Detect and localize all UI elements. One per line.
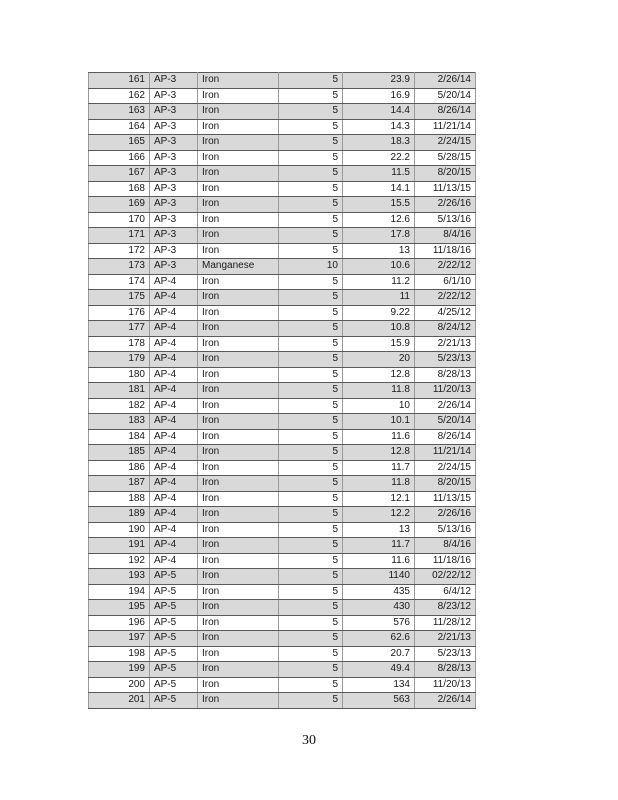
well-id-cell: AP-3 bbox=[150, 150, 198, 166]
well-id-cell: AP-3 bbox=[150, 73, 198, 89]
table-row bbox=[89, 584, 476, 600]
parameter-cell: Iron bbox=[198, 150, 279, 166]
table-row bbox=[89, 166, 476, 182]
limit-cell: 5 bbox=[279, 646, 343, 662]
well-id-cell: AP-4 bbox=[150, 460, 198, 476]
date-cell: 8/20/15 bbox=[415, 166, 476, 182]
parameter-cell: Iron bbox=[198, 352, 279, 368]
parameter-cell: Iron bbox=[198, 507, 279, 523]
row-number-cell: 193 bbox=[89, 569, 150, 585]
row-number-cell: 195 bbox=[89, 600, 150, 616]
table-row bbox=[89, 522, 476, 538]
limit-cell: 5 bbox=[279, 507, 343, 523]
result-cell: 12.8 bbox=[343, 367, 415, 383]
row-number-cell: 199 bbox=[89, 662, 150, 678]
well-id-cell: AP-3 bbox=[150, 88, 198, 104]
table-row bbox=[89, 119, 476, 135]
date-cell: 11/28/12 bbox=[415, 615, 476, 631]
well-id-cell: AP-3 bbox=[150, 119, 198, 135]
date-cell: 5/13/16 bbox=[415, 522, 476, 538]
table-row bbox=[89, 398, 476, 414]
result-cell: 1140 bbox=[343, 569, 415, 585]
limit-cell: 5 bbox=[279, 553, 343, 569]
table-row bbox=[89, 569, 476, 585]
limit-cell: 5 bbox=[279, 181, 343, 197]
date-cell: 5/20/14 bbox=[415, 414, 476, 430]
limit-cell: 5 bbox=[279, 135, 343, 151]
row-number-cell: 183 bbox=[89, 414, 150, 430]
result-cell: 10.8 bbox=[343, 321, 415, 337]
row-number-cell: 201 bbox=[89, 693, 150, 709]
parameter-cell: Iron bbox=[198, 569, 279, 585]
result-cell: 11.7 bbox=[343, 538, 415, 554]
parameter-cell: Iron bbox=[198, 538, 279, 554]
limit-cell: 5 bbox=[279, 73, 343, 89]
table-row bbox=[89, 243, 476, 259]
row-number-cell: 163 bbox=[89, 104, 150, 120]
row-number-cell: 175 bbox=[89, 290, 150, 306]
parameter-cell: Iron bbox=[198, 677, 279, 693]
table-row bbox=[89, 662, 476, 678]
result-cell: 12.2 bbox=[343, 507, 415, 523]
date-cell: 11/21/14 bbox=[415, 445, 476, 461]
well-id-cell: AP-3 bbox=[150, 181, 198, 197]
table-row bbox=[89, 228, 476, 244]
parameter-cell: Manganese bbox=[198, 259, 279, 275]
parameter-cell: Iron bbox=[198, 305, 279, 321]
limit-cell: 5 bbox=[279, 445, 343, 461]
table-row bbox=[89, 460, 476, 476]
table-row bbox=[89, 538, 476, 554]
result-cell: 11.6 bbox=[343, 429, 415, 445]
row-number-cell: 164 bbox=[89, 119, 150, 135]
table-row bbox=[89, 600, 476, 616]
date-cell: 2/26/14 bbox=[415, 398, 476, 414]
row-number-cell: 161 bbox=[89, 73, 150, 89]
date-cell: 11/18/16 bbox=[415, 243, 476, 259]
page-number: 30 bbox=[302, 733, 316, 748]
row-number-cell: 171 bbox=[89, 228, 150, 244]
date-cell: 8/20/15 bbox=[415, 476, 476, 492]
well-id-cell: AP-4 bbox=[150, 491, 198, 507]
limit-cell: 5 bbox=[279, 197, 343, 213]
well-id-cell: AP-4 bbox=[150, 398, 198, 414]
limit-cell: 5 bbox=[279, 600, 343, 616]
row-number-cell: 178 bbox=[89, 336, 150, 352]
date-cell: 2/26/14 bbox=[415, 73, 476, 89]
date-cell: 8/26/14 bbox=[415, 104, 476, 120]
result-cell: 13 bbox=[343, 243, 415, 259]
table-row bbox=[89, 631, 476, 647]
row-number-cell: 177 bbox=[89, 321, 150, 337]
date-cell: 6/1/10 bbox=[415, 274, 476, 290]
table-row bbox=[89, 646, 476, 662]
row-number-cell: 197 bbox=[89, 631, 150, 647]
limit-cell: 5 bbox=[279, 693, 343, 709]
well-id-cell: AP-4 bbox=[150, 445, 198, 461]
result-cell: 11 bbox=[343, 290, 415, 306]
row-number-cell: 179 bbox=[89, 352, 150, 368]
well-id-cell: AP-3 bbox=[150, 212, 198, 228]
result-cell: 22.2 bbox=[343, 150, 415, 166]
limit-cell: 5 bbox=[279, 274, 343, 290]
row-number-cell: 196 bbox=[89, 615, 150, 631]
well-id-cell: AP-4 bbox=[150, 538, 198, 554]
well-id-cell: AP-3 bbox=[150, 243, 198, 259]
result-cell: 12.6 bbox=[343, 212, 415, 228]
limit-cell: 5 bbox=[279, 104, 343, 120]
parameter-cell: Iron bbox=[198, 181, 279, 197]
parameter-cell: Iron bbox=[198, 414, 279, 430]
limit-cell: 5 bbox=[279, 522, 343, 538]
parameter-cell: Iron bbox=[198, 212, 279, 228]
parameter-cell: Iron bbox=[198, 631, 279, 647]
row-number-cell: 181 bbox=[89, 383, 150, 399]
table-body bbox=[89, 73, 476, 709]
table-row bbox=[89, 693, 476, 709]
parameter-cell: Iron bbox=[198, 615, 279, 631]
result-cell: 14.1 bbox=[343, 181, 415, 197]
table-row bbox=[89, 104, 476, 120]
limit-cell: 5 bbox=[279, 615, 343, 631]
date-cell: 8/28/13 bbox=[415, 662, 476, 678]
well-id-cell: AP-4 bbox=[150, 414, 198, 430]
well-id-cell: AP-3 bbox=[150, 166, 198, 182]
row-number-cell: 182 bbox=[89, 398, 150, 414]
well-id-cell: AP-5 bbox=[150, 615, 198, 631]
parameter-cell: Iron bbox=[198, 476, 279, 492]
table-row bbox=[89, 336, 476, 352]
row-number-cell: 180 bbox=[89, 367, 150, 383]
limit-cell: 5 bbox=[279, 677, 343, 693]
result-cell: 563 bbox=[343, 693, 415, 709]
limit-cell: 5 bbox=[279, 460, 343, 476]
limit-cell: 10 bbox=[279, 259, 343, 275]
result-cell: 16.9 bbox=[343, 88, 415, 104]
limit-cell: 5 bbox=[279, 569, 343, 585]
date-cell: 11/13/15 bbox=[415, 491, 476, 507]
well-id-cell: AP-5 bbox=[150, 631, 198, 647]
limit-cell: 5 bbox=[279, 383, 343, 399]
table-row bbox=[89, 677, 476, 693]
parameter-cell: Iron bbox=[198, 600, 279, 616]
row-number-cell: 185 bbox=[89, 445, 150, 461]
limit-cell: 5 bbox=[279, 491, 343, 507]
row-number-cell: 189 bbox=[89, 507, 150, 523]
row-number-cell: 173 bbox=[89, 259, 150, 275]
date-cell: 02/22/12 bbox=[415, 569, 476, 585]
limit-cell: 5 bbox=[279, 352, 343, 368]
date-cell: 5/13/16 bbox=[415, 212, 476, 228]
well-id-cell: AP-4 bbox=[150, 290, 198, 306]
table-row bbox=[89, 73, 476, 89]
limit-cell: 5 bbox=[279, 414, 343, 430]
result-cell: 15.5 bbox=[343, 197, 415, 213]
date-cell: 8/24/12 bbox=[415, 321, 476, 337]
table-row bbox=[89, 445, 476, 461]
table-row bbox=[89, 383, 476, 399]
row-number-cell: 188 bbox=[89, 491, 150, 507]
well-id-cell: AP-4 bbox=[150, 476, 198, 492]
row-number-cell: 194 bbox=[89, 584, 150, 600]
date-cell: 2/24/15 bbox=[415, 460, 476, 476]
result-cell: 15.9 bbox=[343, 336, 415, 352]
row-number-cell: 184 bbox=[89, 429, 150, 445]
result-cell: 134 bbox=[343, 677, 415, 693]
result-cell: 430 bbox=[343, 600, 415, 616]
date-cell: 2/26/14 bbox=[415, 693, 476, 709]
well-id-cell: AP-5 bbox=[150, 662, 198, 678]
date-cell: 11/20/13 bbox=[415, 677, 476, 693]
result-cell: 20.7 bbox=[343, 646, 415, 662]
table-row bbox=[89, 321, 476, 337]
result-cell: 11.6 bbox=[343, 553, 415, 569]
row-number-cell: 186 bbox=[89, 460, 150, 476]
well-id-cell: AP-5 bbox=[150, 693, 198, 709]
limit-cell: 5 bbox=[279, 429, 343, 445]
table-row bbox=[89, 507, 476, 523]
date-cell: 5/23/13 bbox=[415, 646, 476, 662]
result-cell: 18.3 bbox=[343, 135, 415, 151]
parameter-cell: Iron bbox=[198, 398, 279, 414]
parameter-cell: Iron bbox=[198, 336, 279, 352]
result-cell: 11.2 bbox=[343, 274, 415, 290]
date-cell: 2/22/12 bbox=[415, 290, 476, 306]
row-number-cell: 166 bbox=[89, 150, 150, 166]
table-row bbox=[89, 615, 476, 631]
parameter-cell: Iron bbox=[198, 73, 279, 89]
limit-cell: 5 bbox=[279, 305, 343, 321]
table-row bbox=[89, 305, 476, 321]
date-cell: 8/28/13 bbox=[415, 367, 476, 383]
table-row bbox=[89, 274, 476, 290]
table-row bbox=[89, 553, 476, 569]
limit-cell: 5 bbox=[279, 398, 343, 414]
limit-cell: 5 bbox=[279, 88, 343, 104]
result-cell: 23.9 bbox=[343, 73, 415, 89]
table-row bbox=[89, 429, 476, 445]
table-row bbox=[89, 150, 476, 166]
limit-cell: 5 bbox=[279, 166, 343, 182]
row-number-cell: 200 bbox=[89, 677, 150, 693]
result-cell: 9.22 bbox=[343, 305, 415, 321]
row-number-cell: 190 bbox=[89, 522, 150, 538]
parameter-cell: Iron bbox=[198, 321, 279, 337]
result-cell: 10.1 bbox=[343, 414, 415, 430]
parameter-cell: Iron bbox=[198, 693, 279, 709]
well-id-cell: AP-4 bbox=[150, 522, 198, 538]
parameter-cell: Iron bbox=[198, 243, 279, 259]
well-id-cell: AP-4 bbox=[150, 305, 198, 321]
well-id-cell: AP-5 bbox=[150, 584, 198, 600]
parameter-cell: Iron bbox=[198, 119, 279, 135]
row-number-cell: 172 bbox=[89, 243, 150, 259]
well-id-cell: AP-4 bbox=[150, 553, 198, 569]
well-id-cell: AP-5 bbox=[150, 569, 198, 585]
well-id-cell: AP-5 bbox=[150, 600, 198, 616]
date-cell: 11/18/16 bbox=[415, 553, 476, 569]
well-id-cell: AP-5 bbox=[150, 677, 198, 693]
result-cell: 11.7 bbox=[343, 460, 415, 476]
well-id-cell: AP-4 bbox=[150, 274, 198, 290]
parameter-cell: Iron bbox=[198, 445, 279, 461]
parameter-cell: Iron bbox=[198, 522, 279, 538]
well-id-cell: AP-4 bbox=[150, 352, 198, 368]
well-id-cell: AP-4 bbox=[150, 321, 198, 337]
date-cell: 2/26/16 bbox=[415, 507, 476, 523]
date-cell: 8/4/16 bbox=[415, 538, 476, 554]
parameter-cell: Iron bbox=[198, 383, 279, 399]
result-cell: 13 bbox=[343, 522, 415, 538]
result-cell: 12.8 bbox=[343, 445, 415, 461]
limit-cell: 5 bbox=[279, 631, 343, 647]
parameter-cell: Iron bbox=[198, 646, 279, 662]
parameter-cell: Iron bbox=[198, 460, 279, 476]
result-cell: 11.5 bbox=[343, 166, 415, 182]
limit-cell: 5 bbox=[279, 538, 343, 554]
date-cell: 11/13/15 bbox=[415, 181, 476, 197]
date-cell: 8/4/16 bbox=[415, 228, 476, 244]
result-cell: 11.8 bbox=[343, 383, 415, 399]
row-number-cell: 187 bbox=[89, 476, 150, 492]
parameter-cell: Iron bbox=[198, 166, 279, 182]
result-cell: 11.8 bbox=[343, 476, 415, 492]
limit-cell: 5 bbox=[279, 290, 343, 306]
row-number-cell: 165 bbox=[89, 135, 150, 151]
well-id-cell: AP-3 bbox=[150, 104, 198, 120]
result-cell: 49.4 bbox=[343, 662, 415, 678]
parameter-cell: Iron bbox=[198, 367, 279, 383]
result-cell: 62.6 bbox=[343, 631, 415, 647]
result-cell: 17.8 bbox=[343, 228, 415, 244]
result-cell: 10 bbox=[343, 398, 415, 414]
limit-cell: 5 bbox=[279, 119, 343, 135]
limit-cell: 5 bbox=[279, 367, 343, 383]
row-number-cell: 170 bbox=[89, 212, 150, 228]
row-number-cell: 162 bbox=[89, 88, 150, 104]
date-cell: 5/23/13 bbox=[415, 352, 476, 368]
limit-cell: 5 bbox=[279, 336, 343, 352]
parameter-cell: Iron bbox=[198, 228, 279, 244]
parameter-cell: Iron bbox=[198, 88, 279, 104]
date-cell: 4/25/12 bbox=[415, 305, 476, 321]
parameter-cell: Iron bbox=[198, 274, 279, 290]
limit-cell: 5 bbox=[279, 150, 343, 166]
date-cell: 8/26/14 bbox=[415, 429, 476, 445]
row-number-cell: 168 bbox=[89, 181, 150, 197]
well-id-cell: AP-4 bbox=[150, 367, 198, 383]
parameter-cell: Iron bbox=[198, 553, 279, 569]
date-cell: 11/21/14 bbox=[415, 119, 476, 135]
parameter-cell: Iron bbox=[198, 104, 279, 120]
parameter-cell: Iron bbox=[198, 429, 279, 445]
date-cell: 2/22/12 bbox=[415, 259, 476, 275]
limit-cell: 5 bbox=[279, 662, 343, 678]
limit-cell: 5 bbox=[279, 321, 343, 337]
date-cell: 6/4/12 bbox=[415, 584, 476, 600]
well-id-cell: AP-4 bbox=[150, 507, 198, 523]
date-cell: 8/23/12 bbox=[415, 600, 476, 616]
row-number-cell: 167 bbox=[89, 166, 150, 182]
row-number-cell: 176 bbox=[89, 305, 150, 321]
well-id-cell: AP-3 bbox=[150, 228, 198, 244]
result-cell: 20 bbox=[343, 352, 415, 368]
limit-cell: 5 bbox=[279, 476, 343, 492]
table-row bbox=[89, 259, 476, 275]
limit-cell: 5 bbox=[279, 584, 343, 600]
date-cell: 2/26/16 bbox=[415, 197, 476, 213]
well-id-cell: AP-5 bbox=[150, 646, 198, 662]
table-row bbox=[89, 367, 476, 383]
well-id-cell: AP-3 bbox=[150, 197, 198, 213]
date-cell: 2/21/13 bbox=[415, 631, 476, 647]
well-id-cell: AP-4 bbox=[150, 383, 198, 399]
well-id-cell: AP-3 bbox=[150, 135, 198, 151]
result-cell: 576 bbox=[343, 615, 415, 631]
well-id-cell: AP-4 bbox=[150, 429, 198, 445]
date-cell: 2/21/13 bbox=[415, 336, 476, 352]
result-cell: 14.3 bbox=[343, 119, 415, 135]
date-cell: 5/28/15 bbox=[415, 150, 476, 166]
table-row bbox=[89, 491, 476, 507]
row-number-cell: 169 bbox=[89, 197, 150, 213]
table-row bbox=[89, 88, 476, 104]
result-cell: 12.1 bbox=[343, 491, 415, 507]
table-row bbox=[89, 197, 476, 213]
row-number-cell: 192 bbox=[89, 553, 150, 569]
row-number-cell: 174 bbox=[89, 274, 150, 290]
parameter-cell: Iron bbox=[198, 135, 279, 151]
well-id-cell: AP-4 bbox=[150, 336, 198, 352]
table-row bbox=[89, 135, 476, 151]
limit-cell: 5 bbox=[279, 243, 343, 259]
date-cell: 11/20/13 bbox=[415, 383, 476, 399]
table-row bbox=[89, 212, 476, 228]
date-cell: 2/24/15 bbox=[415, 135, 476, 151]
parameter-cell: Iron bbox=[198, 197, 279, 213]
table-row bbox=[89, 290, 476, 306]
parameter-cell: Iron bbox=[198, 584, 279, 600]
data-table bbox=[88, 72, 476, 709]
date-cell: 5/20/14 bbox=[415, 88, 476, 104]
result-cell: 14.4 bbox=[343, 104, 415, 120]
table-row bbox=[89, 476, 476, 492]
row-number-cell: 198 bbox=[89, 646, 150, 662]
limit-cell: 5 bbox=[279, 228, 343, 244]
parameter-cell: Iron bbox=[198, 662, 279, 678]
parameter-cell: Iron bbox=[198, 491, 279, 507]
result-cell: 435 bbox=[343, 584, 415, 600]
result-cell: 10.6 bbox=[343, 259, 415, 275]
table-row bbox=[89, 414, 476, 430]
limit-cell: 5 bbox=[279, 212, 343, 228]
table-row bbox=[89, 352, 476, 368]
table-row bbox=[89, 181, 476, 197]
row-number-cell: 191 bbox=[89, 538, 150, 554]
well-id-cell: AP-3 bbox=[150, 259, 198, 275]
parameter-cell: Iron bbox=[198, 290, 279, 306]
